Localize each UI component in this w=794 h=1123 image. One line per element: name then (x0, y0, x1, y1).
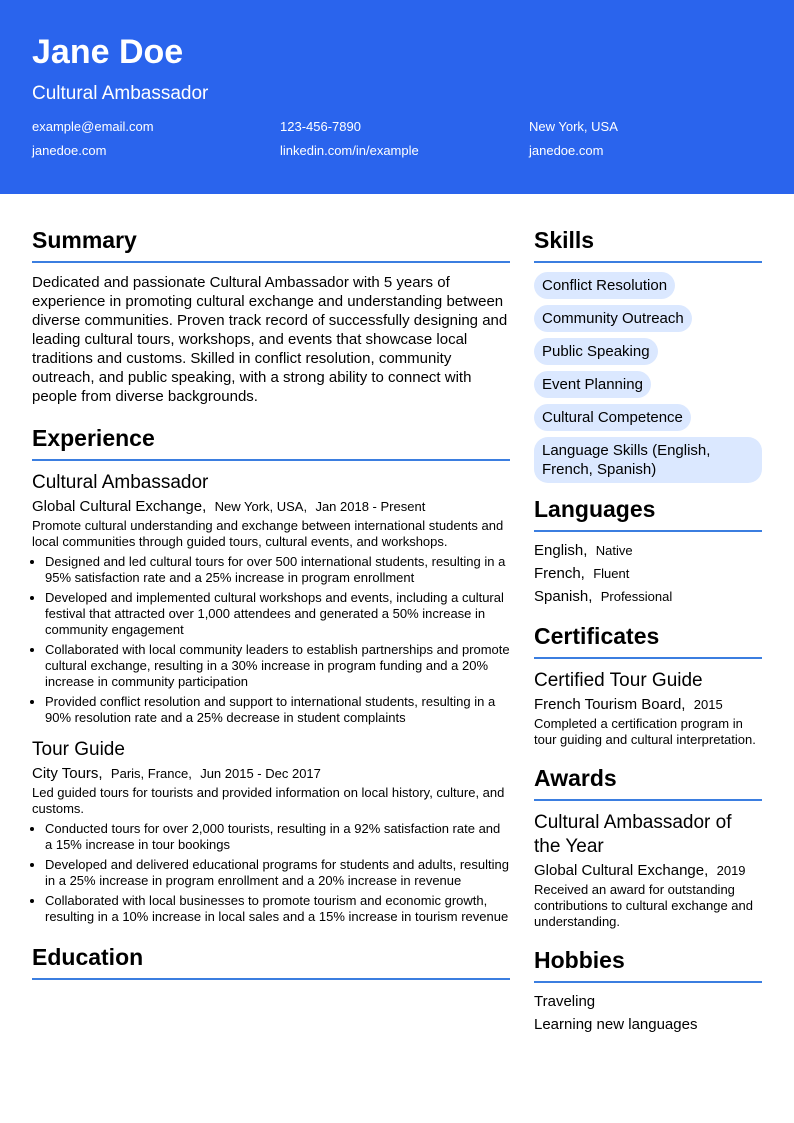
candidate-title: Cultural Ambassador (32, 83, 209, 104)
certificate-year: 2015 (693, 697, 723, 712)
hobby-item: Learning new languages (534, 1016, 698, 1033)
job-title: Tour Guide (32, 739, 125, 760)
language-name: English, (534, 542, 588, 559)
language-row (534, 587, 762, 606)
skill-pill: Event Planning (534, 371, 651, 398)
education-heading: Education (32, 943, 510, 980)
language-name: Spanish, (534, 588, 593, 605)
hobby-item: Traveling (534, 993, 596, 1010)
skill-pill: Community Outreach (534, 305, 692, 332)
job-location: Paris, France, (110, 766, 192, 781)
job-bullets (32, 554, 510, 726)
job-meta (32, 497, 510, 516)
contact-email[interactable]: example@email.com (32, 119, 154, 134)
skills-heading: Skills (534, 226, 762, 263)
job-location: New York, USA, (214, 499, 308, 514)
contact-phone[interactable]: 123-456-7890 (280, 119, 361, 134)
award-description: Received an award for outstanding contributions to cultural exchange and understanding. (534, 882, 753, 929)
language-row (534, 564, 762, 583)
skill-pill: Public Speaking (534, 338, 658, 365)
list-item: • Provided conflict resolution and support to international students, resulting in a 90% resolution rate and a 25% decrease in student complaints (45, 694, 510, 726)
side-column (534, 194, 762, 1038)
job-description: Promote cultural understanding and exchange between international students and local communities through guided tours, cultural events, and workshops. (32, 518, 504, 549)
job-company: City Tours, (32, 765, 103, 782)
experience-heading: Experience (32, 424, 510, 461)
list-item: • Developed and implemented cultural workshops and events, including a cultural festival that attracted over 1,000 attendees and generated a 50% increase in community engagement (45, 590, 510, 638)
resume-header (0, 0, 794, 194)
contact-grid (32, 119, 762, 159)
job-entry (32, 738, 510, 925)
resume-body (0, 194, 794, 1038)
certificates-heading: Certificates (534, 622, 762, 659)
language-name: French, (534, 565, 585, 582)
job-dates: Jun 2015 - Dec 2017 (200, 766, 321, 781)
contact-linkedin[interactable]: linkedin.com/in/example (280, 143, 419, 158)
job-entry (32, 471, 510, 726)
certificate-issuer: French Tourism Board, (534, 696, 686, 713)
summary-heading: Summary (32, 226, 510, 263)
list-item: • Collaborated with local community leaders to establish partnerships and promote cultural exchange, resulting in a 30% increase in program funding and a 20% increase in community participation (45, 642, 510, 690)
contact-location: New York, USA (529, 119, 618, 134)
certificate-meta (534, 695, 762, 714)
job-dates: Jan 2018 - Present (315, 499, 426, 514)
certificate-description: Completed a certification program in tour guiding and cultural interpretation. (534, 716, 756, 747)
job-company: Global Cultural Exchange, (32, 498, 207, 515)
hobbies-list (534, 992, 762, 1034)
candidate-name: Jane Doe (32, 33, 184, 71)
awards-heading: Awards (534, 764, 762, 801)
job-description: Led guided tours for tourists and provided information on local history, culture, and customs. (32, 785, 505, 816)
languages-heading: Languages (534, 495, 762, 532)
job-meta (32, 764, 510, 783)
summary-text: Dedicated and passionate Cultural Ambassador with 5 years of experience in promoting cultural exchange and understanding between diverse communities. Proven track record of successfully designing and leading cultural tours, workshops, and events that showcase local traditions and customs. Skilled in conflict resolution, community outreach, and public speaking, with a strong ability to connect with people from diverse backgrounds. (32, 274, 508, 405)
list-item: • Designed and led cultural tours for over 500 international students, resulting in a 95% satisfaction rate and a 25% increase in program enrollment (45, 554, 510, 586)
skill-pill: Language Skills (English, French, Spanish) (534, 437, 762, 483)
award-meta (534, 861, 762, 880)
certificate-title: Certified Tour Guide (534, 670, 703, 691)
award-title: Cultural Ambassador of the Year (534, 812, 732, 857)
list-item: • Collaborated with local businesses to promote tourism and economic growth, resulting in a 10% increase in local sales and a 15% increase in tourism revenue (45, 893, 510, 925)
language-level: Professional (600, 589, 673, 604)
list-item: • Conducted tours for over 2,000 tourists, resulting in a 92% satisfaction rate and a 15% increase in tour bookings (45, 821, 510, 853)
job-title: Cultural Ambassador (32, 472, 209, 493)
list-item: • Developed and delivered educational programs for students and adults, resulting in a 25% increase in program enrollment and a 20% increase in revenue (45, 857, 510, 889)
contact-website[interactable]: janedoe.com (32, 143, 107, 158)
award-year: 2019 (716, 863, 746, 878)
skills-list (534, 272, 762, 483)
language-level: Native (595, 543, 633, 558)
hobbies-heading: Hobbies (534, 946, 762, 983)
skill-pill: Cultural Competence (534, 404, 691, 431)
award-issuer: Global Cultural Exchange, (534, 862, 709, 879)
job-bullets (32, 821, 510, 925)
languages-list (534, 541, 762, 606)
main-column (32, 194, 510, 1038)
skill-pill: Conflict Resolution (534, 272, 675, 299)
contact-website-2[interactable]: janedoe.com (529, 143, 604, 158)
language-row (534, 541, 762, 560)
language-level: Fluent (593, 566, 630, 581)
